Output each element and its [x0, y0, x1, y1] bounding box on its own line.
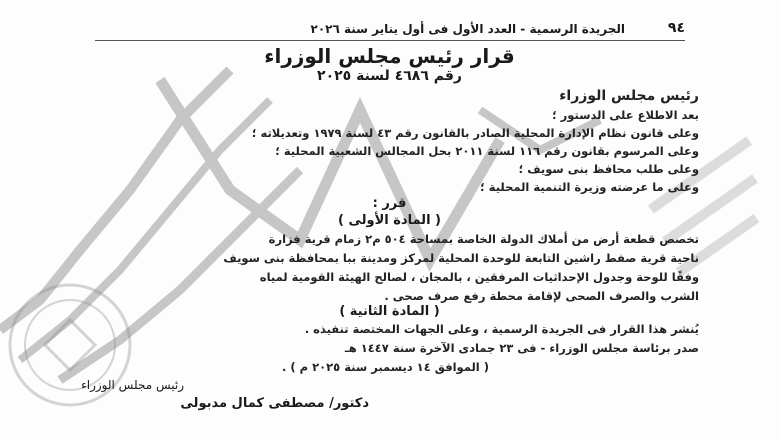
article-1-line: وفقًا للوحة وجدول الإحداثيات المرفقين ، بالمجان ، لصالح الهيئة القومية لمياه [259, 270, 699, 284]
issued-at-line: صدر برئاسة مجلس الوزراء - فى ٢٣ جمادى الآخرة سنة ١٤٤٧ هـ [344, 341, 699, 355]
gregorian-date-line: ( الموافق ١٤ ديسمبر سنة ٢٠٢٥ م ) . [282, 360, 489, 374]
preamble-line: وعلى ما عرضته وزيرة التنمية المحلية ؛ [480, 180, 699, 194]
issuer-heading: رئيس مجلس الوزراء [559, 88, 699, 104]
preamble-line: بعد الاطلاع على الدستور ؛ [552, 108, 699, 122]
gazette-header [95, 20, 685, 40]
decree-number: رقم ٤٦٨٦ لسنة ٢٠٢٥ [317, 68, 462, 84]
article-1-heading: ( المادة الأولى ) [338, 213, 441, 228]
article-1-line: الشرب والصرف الصحى لإقامة محطة رفع صرف صحى . [384, 289, 699, 303]
decided-heading: قرر : [372, 196, 407, 211]
header-divider [95, 40, 685, 41]
article-1-line: ناحية قرية صفط راشين التابعة للوحدة المحلية لمركز ومدينة ببا بمحافظة بنى سويف [223, 251, 699, 265]
page-number: ٩٤ [667, 20, 685, 36]
preamble-line: وعلى طلب محافظ بنى سويف ؛ [518, 162, 699, 176]
article-2-line: يُنشر هذا القرار فى الجريدة الرسمية ، وعلى الجهات المختصة تنفيذه . [304, 322, 699, 336]
article-1-line: تخصص قطعة أرض من أملاك الدولة الخاصة بمساحة ٥٠٤ م٢ زمام قرية فزارة [268, 232, 699, 246]
article-2-heading: ( المادة الثانية ) [339, 304, 440, 319]
signatory-name: دكتور/ مصطفى كمال مدبولى [180, 396, 369, 411]
gazette-issue-line: الجريدة الرسمية - العدد الأول فى أول يناير سنة ٢٠٢٦ [310, 22, 625, 36]
signatory-title: رئيس مجلس الوزراء [81, 378, 184, 392]
preamble-line: وعلى قانون نظام الإدارة المحلية الصادر بالقانون رقم ٤٣ لسنة ١٩٧٩ وتعديلاته ؛ [251, 126, 699, 140]
preamble-line: وعلى المرسوم بقانون رقم ١١٦ لسنة ٢٠١١ بحل المجالس الشعبية المحلية ؛ [275, 144, 699, 158]
decree-title: قرار رئيس مجلس الوزراء [264, 44, 515, 68]
